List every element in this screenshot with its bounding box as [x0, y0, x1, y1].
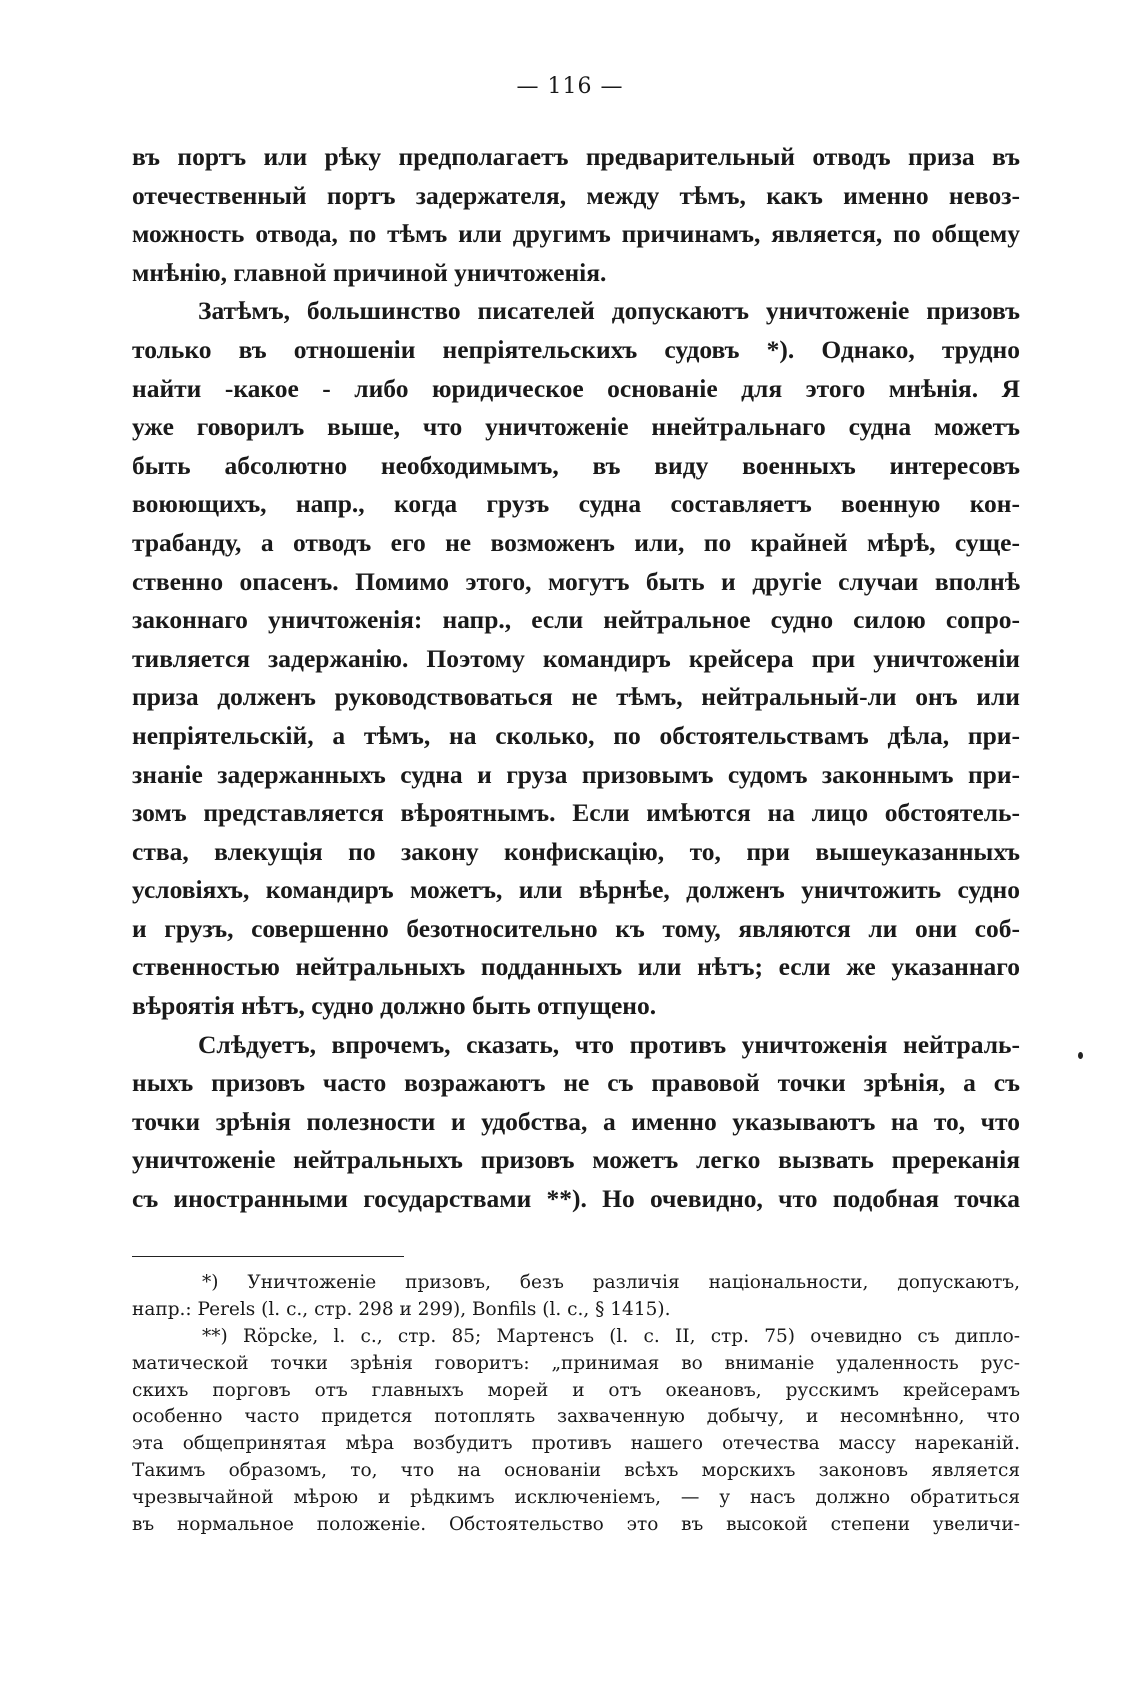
text-line: воюющихъ, напр., когда грузъ судна составляетъ военную кон-: [132, 489, 1020, 519]
text-line: ныхъ призовъ часто возражаютъ не съ правовой точки зрѣнія, а съ: [132, 1068, 1020, 1098]
text-line: только въ отношеніи непріятельскихъ судовъ *). Однако, трудно: [132, 334, 1020, 364]
text-line: ственностью нейтральныхъ подданныхъ или нѣтъ; если же указаннаго: [132, 952, 1020, 982]
text-line: условіяхъ, командиръ можетъ, или вѣрнѣе, долженъ уничтожить судно: [132, 875, 1020, 905]
text-line: ства, влекущія по закону конфискацію, то, при вышеуказанныхъ: [132, 836, 1020, 866]
text-line: непріятельскій, а тѣмъ, на сколько, по обстоятельствамъ дѣла, при-: [132, 720, 1020, 750]
text-line: мнѣнію, главной причиной уничтоженія.: [132, 257, 607, 287]
text-line: и грузъ, совершенно безотносительно къ тому, являются ли они соб-: [132, 913, 1020, 943]
footnote-line: матической точки зрѣнія говоритъ: „принимая во вниманіе удаленность рус-: [132, 1352, 1020, 1374]
footnote-line: **) Röpcke, l. c., стр. 85; Мартенсъ (l. c. II, стр. 75) очевидно съ дипло-: [202, 1325, 1020, 1347]
text-line: тивляется задержанію. Поэтому командиръ крейсера при уничтоженіи: [132, 643, 1020, 673]
footnote-line: чрезвычайной мѣрою и рѣдкимъ исключеніемъ, — у насъ должно обратиться: [132, 1487, 1020, 1509]
text-line: законнаго уничтоженія: напр., если нейтральное судно силою сопро-: [132, 605, 1020, 635]
text-line: знаніе задержанныхъ судна и груза призовымъ судомъ законнымъ при-: [132, 759, 1020, 789]
page-number: — 116 —: [516, 74, 624, 99]
footnote-divider: [132, 1256, 404, 1257]
text-line: въ портъ или рѣку предполагаетъ предварительный отводъ приза въ: [132, 142, 1020, 171]
text-line: трабанду, а отводъ его не возможенъ или, по крайней мѣрѣ, суще-: [132, 527, 1020, 557]
text-line: уже говорилъ выше, что уничтоженіе ннейтральнаго судна можетъ: [132, 412, 1020, 442]
text-line: ственно опасенъ. Помимо этого, могутъ быть и другіе случаи вполнѣ: [132, 566, 1020, 596]
text-line: уничтоженіе нейтральныхъ призовъ можетъ легко вызвать пререканія: [132, 1145, 1020, 1175]
text-line: найти -какое - либо юридическое основаніе для этого мнѣнія. Я: [132, 373, 1020, 403]
ink-speck: [1078, 1052, 1083, 1059]
text-line: Слѣдуетъ, впрочемъ, сказать, что противъ уничтоженія нейтраль-: [198, 1029, 1020, 1059]
text-line: можность отвода, по тѣмъ или другимъ причинамъ, является, по общему: [132, 219, 1020, 249]
text-line: точки зрѣнія полезности и удобства, а именно указываютъ на то, что: [132, 1106, 1020, 1136]
footnote-line: эта общепринятая мѣра возбудитъ противъ нашего отечества массу нареканій.: [132, 1433, 1020, 1455]
text-line: съ иностранными государствами **). Но очевидно, что подобная точка: [132, 1184, 1020, 1214]
footnote-line: особенно часто придется потоплять захваченную добычу, и несомнѣнно, что: [132, 1406, 1020, 1428]
footnote-line: скихъ порговъ отъ главныхъ морей и отъ океановъ, русскимъ крейсерамъ: [132, 1379, 1020, 1401]
text-line: вѣроятія нѣтъ, судно должно быть отпущено.: [132, 991, 657, 1021]
footnote-line: Такимъ образомъ, то, что на основаніи всѣхъ морскихъ законовъ является: [132, 1460, 1020, 1482]
text-line: приза долженъ руководствоваться не тѣмъ, нейтральный-ли онъ или: [132, 682, 1020, 712]
text-line: зомъ представляется вѣроятнымъ. Если имѣются на лицо обстоятель-: [132, 798, 1020, 828]
footnotes: [132, 1270, 1020, 1539]
footnote-line: въ нормальное положеніе. Обстоятельство это въ высокой степени увеличи-: [132, 1514, 1020, 1536]
text-line: отечественный портъ задержателя, между тѣмъ, какъ именно невоз-: [132, 180, 1020, 210]
text-line: быть абсолютно необходимымъ, въ виду военныхъ интересовъ: [132, 450, 1020, 480]
main-text: [132, 138, 1020, 1219]
text-line: Затѣмъ, большинство писателей допускаютъ уничтоженіе призовъ: [198, 296, 1020, 326]
footnote-line: *) Уничтоженіе призовъ, безъ различія національности, допускаютъ,: [202, 1272, 1020, 1293]
footnote-line: напр.: Perels (l. c., стр. 298 и 299), Bonfils (l. c., § 1415).: [132, 1298, 671, 1320]
